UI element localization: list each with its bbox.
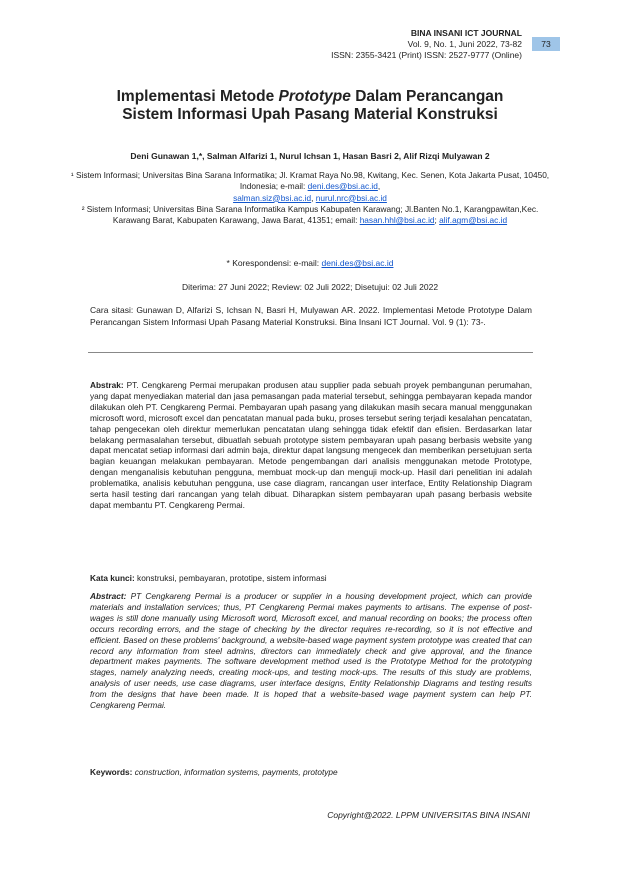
email-link[interactable]: alif.agm@bsi.ac.id xyxy=(439,215,508,226)
paper-title xyxy=(60,88,560,124)
email-link[interactable]: nurul.nrc@bsi.ac.id xyxy=(315,192,387,203)
abstract-label: Abstrak: xyxy=(90,380,124,390)
email-link[interactable]: deni.des@bsi.ac.id xyxy=(321,258,394,268)
journal-header xyxy=(331,28,522,61)
journal-issn: ISSN: 2355-3421 (Print) ISSN: 2527-9777 (Online) xyxy=(331,50,522,60)
affiliation-2-text: ² Sistem Informasi; Universitas Bina Sarana Informatika Kampus Kabupaten Karawang; Jl.Banten No.1, Karangpawitan,Kec. Karawang Barat, Kabupaten Karawang, Jawa Barat, 41351; email: xyxy=(81,203,539,226)
keywords-text: construction, information systems, payments, prototype xyxy=(132,767,338,777)
abstract-label: Abstract: xyxy=(90,591,127,601)
affiliations xyxy=(70,170,550,226)
email-link[interactable]: hasan.hhl@bsi.ac.id xyxy=(359,215,435,226)
correspondence xyxy=(60,258,560,268)
affiliation-1-text: ¹ Sistem Informasi; Universitas Bina Sarana Informatika; Jl. Kramat Raya No.98, Kwitang, Kec. Senen, Kota Jakarta Pusat, 10450, Indonesia; e-mail: xyxy=(70,170,550,192)
title-part: Dalam Perancangan xyxy=(350,88,504,105)
copyright: Copyright@2022. LPPM UNIVERSITAS BINA INSANI xyxy=(327,810,530,820)
affiliation-1: ¹ Sistem Informasi; Universitas Bina Sarana Informatika; Jl. Kramat Raya No.98, Kwitang, Kec. Senen, Kota Jakarta Pusat, 10450, Indonesia; e-mail: deni.des@bsi.ac.id, salman.siz@bsi.ac.id, nurul.nrc@bsi.ac.id xyxy=(70,170,550,203)
abstract-text: PT Cengkareng Permai is a producer or supplier in a housing development project, which can provide materials and installation services; thus, PT Cengkareng Permai makes payments to artisans. The expense of post-wages is still done manually using Microsoft word, Microsoft excel, and manual recording on books; the process often occurs recording errors, and the stage of checking by the director requires re-recording, so it is not effective and efficient. Based on these problems' background, a website-based wage payment system prototype was created that can record any information from steel admins, directors can immediately check and give approval, and the finance department makes payments. The software development method used is the Prototype Method for the prototyping stages, namely analyzing needs, creating mock-ups, and testing mock-ups. The results of this study are problems, analysis of user needs, use case diagrams, user interface designs, Entity Relationship Diagrams and testing results from the designs that have been made. It is hoped that a website-based wage payment system can help PT. Cengkareng Permai. xyxy=(90,591,532,711)
abstract-indonesian xyxy=(90,380,532,511)
citation: Cara sitasi: Gunawan D, Alfarizi S, Ichsan N, Basri H, Mulyawan AR. 2022. Implementasi Metode Prototype Dalam Perancangan Sistem Informasi Upah Pasang Material Konstruksi. Bina Insani ICT Journal. Vol. 9 (1): 73-. xyxy=(90,305,532,327)
journal-volume: Vol. 9, No. 1, Juni 2022, 73-82 xyxy=(407,39,522,49)
email-link[interactable]: deni.des@bsi.ac.id xyxy=(307,181,378,192)
title-italic: Prototype xyxy=(278,88,351,105)
keywords-label: Keywords: xyxy=(90,767,133,777)
review-dates: Diterima: 27 Juni 2022; Review: 02 Juli 2022; Disetujui: 02 Juli 2022 xyxy=(181,282,439,292)
keywords-text: konstruksi, pembayaran, prototipe, sistem informasi xyxy=(134,573,327,583)
email-link[interactable]: salman.siz@bsi.ac.id xyxy=(233,192,312,203)
abstract-english xyxy=(90,591,532,711)
correspondence-label: * Korespondensi: e-mail: xyxy=(226,258,322,268)
page-number: 73 xyxy=(532,37,560,51)
keywords-indonesian xyxy=(90,573,532,584)
title-line2: Sistem Informasi Upah Pasang Material Konstruksi xyxy=(122,106,498,123)
abstract-text: PT. Cengkareng Permai merupakan produsen atau supplier pada sebuah proyek pembangunan perumahan, yang dapat menyediakan material dan jasa pemasangan pada material tersebut, sehingga pembayaran kepada mandor dilakukan oleh PT. Cengkareng Permai. Pembayaran upah pasang yang dilakukan masih secara manual menggunakan microsoft word, microsoft excel dan pencatatan manual pada buku, proses tersebut sering terjadi kesalahan pencatatan, tahap pengecekan oleh direktur memerlukan pencatatan ulang sehingga tidak efektif dan efisien. Berdasarkan latar belakang permasalahan tersebut, dibuatlah sebuah prototype sistem pembayaran upah pasang berbasis website yang dapat mencatat setiap informasi dari admin baja, direktur dapat langsung mengecek dan memberikan persetujuan serta bagian keuangan melakukan pembayaran. Metode pengembangan dari analisis menggunakan metode Prototype, dengan menganalisis kebutuhan pengguna, membuat mock-up dan menguji mock-up. Hasil dari penelitian ini adalah problematika, analisis kebutuhan pengguna, use case diagram, rancangan user interface, Entity Relationship Diagram serta hasil testing dari rancangan yang telah dibuat. Diharapkan sistem pembayaran upah pasang berbasis website dapat membantu PT. Cengkareng Permai. xyxy=(90,380,532,510)
affiliation-2: ² Sistem Informasi; Universitas Bina Sarana Informatika Kampus Kabupaten Karawang; Jl.Banten No.1, Karangpawitan,Kec. Karawang Barat, Kabupaten Karawang, Jawa Barat, 41351; email: hasan.hhl@bsi.ac.id; alif.agm@bsi.ac.id xyxy=(81,203,539,226)
divider xyxy=(88,352,533,353)
title-part: Implementasi Metode xyxy=(116,88,279,105)
keywords-label: Kata kunci: xyxy=(90,573,135,583)
keywords-english xyxy=(90,767,532,778)
journal-name: BINA INSANI ICT JOURNAL xyxy=(410,28,522,38)
author-list: Deni Gunawan 1,*, Salman Alfarizi 1, Nurul Ichsan 1, Hasan Basri 2, Alif Rizqi Mulyawan 2 xyxy=(130,151,490,161)
